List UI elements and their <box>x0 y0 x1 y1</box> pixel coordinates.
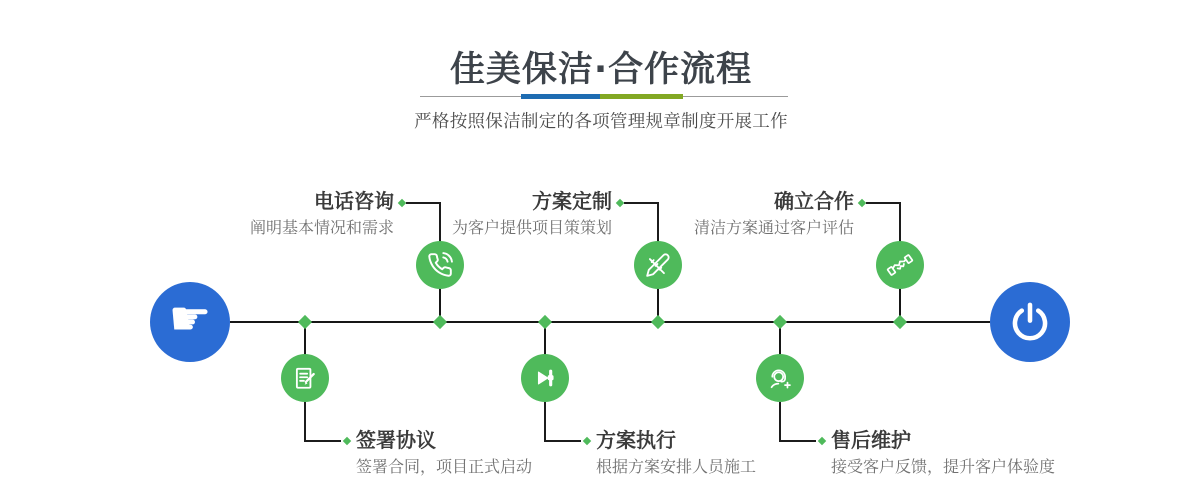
step-desc: 签署合同，项目正式启动 <box>356 457 533 476</box>
timeline-diamond <box>651 315 665 329</box>
handshake-icon <box>886 251 914 279</box>
confirm-cooperation-node <box>876 241 924 289</box>
step-title: 电话咨询 <box>314 189 394 213</box>
connector-line <box>657 202 659 242</box>
timeline-diamond <box>773 315 787 329</box>
end-node <box>990 282 1070 362</box>
timeline-diamond <box>893 315 907 329</box>
play-slider-icon <box>532 365 558 391</box>
timeline-diamond <box>433 315 447 329</box>
label-diamond <box>818 437 826 445</box>
title-divider-blue <box>521 94 600 99</box>
connector-line <box>439 202 441 242</box>
title-divider-olive <box>600 94 683 99</box>
connector-line <box>304 440 341 442</box>
timeline-diamond <box>538 315 552 329</box>
step-title: 方案定制 <box>532 189 612 213</box>
connector-line <box>304 402 306 441</box>
step-desc: 为客户提供项目策策划 <box>451 218 612 237</box>
step-desc: 接受客户反馈，提升客户体验度 <box>831 457 1056 476</box>
connector-line <box>899 202 901 242</box>
label-diamond <box>583 437 591 445</box>
step-title: 售后维护 <box>831 428 911 452</box>
phone-icon <box>427 252 453 278</box>
plan-customize-node <box>634 241 682 289</box>
headset-plus-icon <box>767 365 793 391</box>
connector-line <box>779 402 781 441</box>
power-icon <box>1009 301 1051 343</box>
step-label <box>250 190 394 237</box>
step-label <box>694 190 854 237</box>
plan-execute-node <box>521 354 569 402</box>
connector-line <box>406 202 440 204</box>
sign-agreement-node <box>281 354 329 402</box>
step-label <box>831 429 1055 476</box>
step-title: 签署协议 <box>356 428 436 452</box>
page-subtitle: 严格按照保洁制定的各项管理规章制度开展工作 <box>414 112 788 132</box>
phone-consult-node <box>416 241 464 289</box>
label-diamond <box>398 199 406 207</box>
connector-line <box>866 202 900 204</box>
step-label <box>596 429 756 476</box>
label-diamond <box>343 437 351 445</box>
label-diamond <box>858 199 866 207</box>
pencil-ruler-icon <box>645 252 671 278</box>
pointing-hand-icon: ☛ <box>168 291 212 347</box>
label-diamond <box>616 199 624 207</box>
timeline-diamond <box>298 315 312 329</box>
aftersales-service-node <box>756 354 804 402</box>
step-title: 方案执行 <box>596 428 676 452</box>
timeline-line <box>230 321 990 323</box>
step-desc: 根据方案安排人员施工 <box>596 457 757 476</box>
document-sign-icon <box>292 365 318 391</box>
connector-line <box>779 440 816 442</box>
connector-line <box>544 402 546 441</box>
step-label <box>356 429 532 476</box>
step-label <box>452 190 612 237</box>
connector-line <box>544 440 581 442</box>
connector-line <box>624 202 658 204</box>
step-title: 确立合作 <box>774 189 854 213</box>
step-desc: 阐明基本情况和需求 <box>249 218 394 237</box>
start-node <box>150 282 230 362</box>
page-title: 佳美保洁·合作流程 <box>449 50 753 90</box>
step-desc: 清洁方案通过客户评估 <box>693 218 854 237</box>
